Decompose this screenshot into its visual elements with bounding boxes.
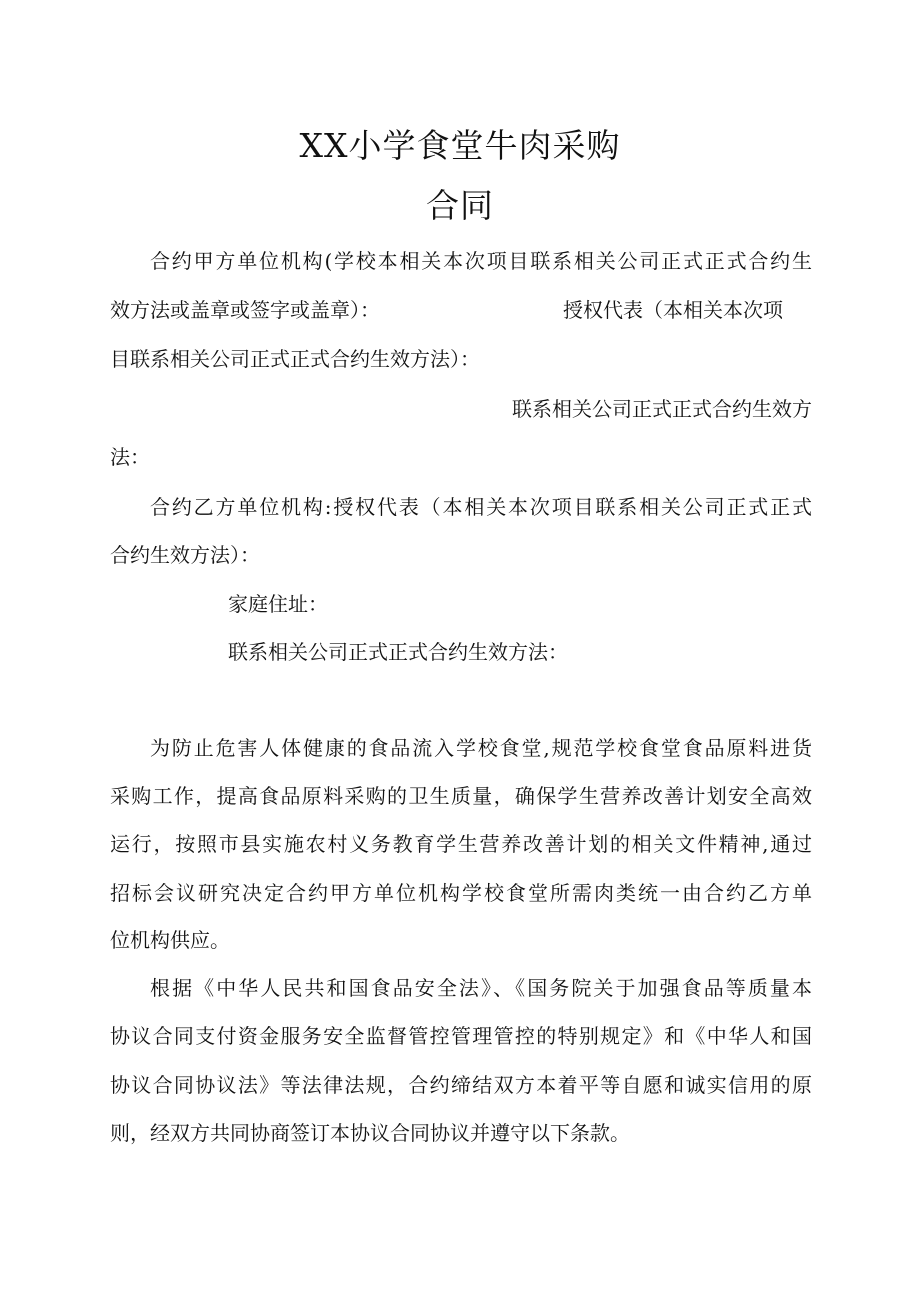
party-a-line-3: 目联系相关公司正式正式合约生效方法）： [110, 347, 480, 371]
party-b-address-label: 家庭住址： [228, 592, 328, 616]
document-title: XX小学食堂牛肉采购 [299, 126, 621, 165]
paragraph-2-line-2: 协议合同支付资金服务安全监督管控管理管控的特别规定》和《中华人和国 [110, 1024, 812, 1048]
party-a-line-5: 法： [110, 445, 150, 469]
paragraph-1-line-1: 为防止危害人体健康的食品流入学校食堂,规范学校食堂食品原料进货 [150, 736, 812, 760]
paragraph-2-line-3: 协议合同协议法》等法律法规，合约缔结双方本着平等自愿和诚实信用的原 [110, 1073, 812, 1097]
party-b-line-1: 合约乙方单位机构:授权代表（本相关本次项目联系相关公司正式正式 [150, 495, 812, 519]
paragraph-2-line-1: 根据《中华人民共和国食品安全法》、《国务院关于加强食品等质量本 [150, 976, 812, 1000]
paragraph-1-line-4: 招标会议研究决定合约甲方单位机构学校食堂所需肉类统一由合约乙方单 [110, 881, 812, 905]
paragraph-1-line-3: 运行，按照市县实施农村义务教育学生营养改善计划的相关文件精神,通过 [110, 832, 812, 856]
party-b-line-2: 合约生效方法）： [110, 543, 260, 567]
party-a-contact-label: 联系相关公司正式正式合约生效方 [512, 397, 812, 421]
party-a-seal-label: 效方法或盖章或签字或盖章）： [110, 298, 380, 322]
paragraph-1-line-5: 位机构供应。 [110, 928, 230, 952]
paragraph-2-line-4: 则，经双方共同协商签订本协议合同协议并遵守以下条款。 [110, 1121, 630, 1145]
paragraph-1-line-2: 采购工作，提高食品原料采购的卫生质量，确保学生营养改善计划安全高效 [110, 784, 812, 808]
document-subtitle: 合同 [426, 186, 494, 225]
party-b-contact-label: 联系相关公司正式正式合约生效方法： [228, 640, 568, 664]
party-a-line-1: 合约甲方单位机构(学校本相关本次项目联系相关公司正式正式合约生 [150, 249, 812, 273]
party-a-representative-label: 授权代表（本相关本次项 [563, 298, 783, 322]
